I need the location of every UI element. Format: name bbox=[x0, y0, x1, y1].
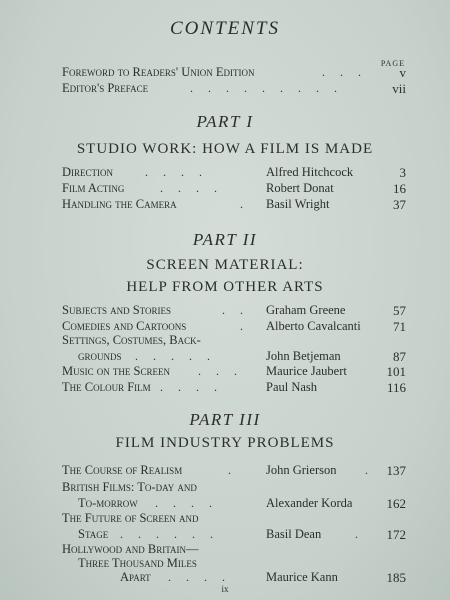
entry-title-line: Hollywood and Britain— bbox=[62, 542, 199, 556]
entry-author: Graham Greene bbox=[266, 303, 346, 317]
page-number: v bbox=[399, 65, 406, 80]
part-heading: STUDIO WORK: HOW A FILM IS MADE bbox=[76, 141, 374, 157]
page-number: 37 bbox=[393, 197, 406, 212]
entry-author: John Betjeman bbox=[266, 349, 341, 363]
entry-title-line: The Future of Screen and bbox=[62, 511, 199, 525]
front-entry-title: Foreword to Readers' Union Edition bbox=[62, 65, 255, 79]
page-column-label: PAGE bbox=[380, 59, 405, 68]
entry-author: John Grierson bbox=[266, 463, 337, 477]
part-label: PART II bbox=[192, 230, 258, 249]
entry-title: Comedies and Cartoons bbox=[62, 319, 187, 333]
leader-dots: . . . bbox=[198, 364, 243, 378]
entry-title: Film Acting bbox=[62, 181, 125, 195]
entry-author: Basil Dean bbox=[266, 527, 322, 541]
leader-dots: . . . bbox=[322, 65, 367, 79]
entry-title-line: Apart bbox=[120, 570, 151, 584]
page-number: 162 bbox=[386, 496, 406, 511]
front-entry-title: Editor's Preface bbox=[62, 81, 149, 95]
page-number: 3 bbox=[399, 165, 406, 180]
page-number: 87 bbox=[393, 349, 406, 364]
entry-title: Subjects and Stories bbox=[62, 303, 171, 317]
entry-author: Maurice Kann bbox=[266, 570, 338, 584]
entry-title-line: To-morrow bbox=[78, 496, 138, 510]
contents-title: CONTENTS bbox=[170, 18, 280, 39]
entry-author: Paul Nash bbox=[266, 380, 318, 394]
page-folio: ix bbox=[221, 584, 229, 594]
entry-title-line: British Films: To-day and bbox=[62, 480, 197, 494]
entry-author: Basil Wright bbox=[266, 197, 330, 211]
entry-author: Maurice Jaubert bbox=[266, 364, 347, 378]
page-number: 71 bbox=[393, 319, 406, 334]
part-heading-line: SCREEN MATERIAL: bbox=[146, 257, 304, 273]
leader-dots: . bbox=[365, 463, 374, 477]
entry-title-line: Settings, Costumes, Back- bbox=[62, 333, 201, 347]
entry-title: The Colour Film bbox=[62, 380, 151, 394]
entry-author: Robert Donat bbox=[266, 181, 334, 195]
leader-dots: . . . . bbox=[155, 496, 218, 510]
leader-dots: . bbox=[240, 197, 249, 211]
leader-dots: . . . . bbox=[160, 181, 223, 195]
entry-title-line: Three Thousand Miles bbox=[78, 556, 197, 570]
entry-title-line: Stage bbox=[78, 527, 109, 541]
part-label: PART I bbox=[196, 112, 254, 131]
leader-dots: . . . . bbox=[145, 165, 208, 179]
entry-title: Direction bbox=[62, 165, 114, 179]
entry-author: Alfred Hitchcock bbox=[266, 165, 354, 179]
leader-dots: . . . . . . bbox=[120, 527, 219, 541]
leader-dots: . . . . . bbox=[135, 349, 216, 363]
entry-title: The Course of Realism bbox=[62, 463, 183, 477]
leader-dots: . . bbox=[222, 303, 249, 317]
leader-dots: . . . . . . . . . bbox=[190, 81, 343, 95]
leader-dots: . . . . bbox=[168, 570, 231, 584]
entry-title-line: grounds bbox=[78, 349, 122, 363]
entry-title: Handling the Camera bbox=[62, 197, 177, 211]
page-number: 101 bbox=[386, 364, 406, 379]
entry-author: Alexander Korda bbox=[266, 496, 353, 510]
page-number: 16 bbox=[393, 181, 406, 196]
entry-title: Music on the Screen bbox=[62, 364, 170, 378]
part-heading: FILM INDUSTRY PROBLEMS bbox=[115, 435, 335, 451]
page-number: 57 bbox=[393, 303, 406, 318]
page-number: vii bbox=[392, 81, 406, 96]
part-heading-line: HELP FROM OTHER ARTS bbox=[126, 279, 324, 295]
part-label: PART III bbox=[189, 410, 261, 429]
page-number: 185 bbox=[386, 570, 406, 585]
page-number: 137 bbox=[386, 463, 406, 478]
page-number: 116 bbox=[386, 380, 406, 395]
leader-dots: . bbox=[228, 463, 237, 477]
leader-dots: . bbox=[355, 527, 364, 541]
leader-dots: . . . . bbox=[160, 380, 223, 394]
leader-dots: . bbox=[240, 319, 249, 333]
page-number: 172 bbox=[386, 527, 406, 542]
entry-author: Alberto Cavalcanti bbox=[266, 319, 361, 333]
